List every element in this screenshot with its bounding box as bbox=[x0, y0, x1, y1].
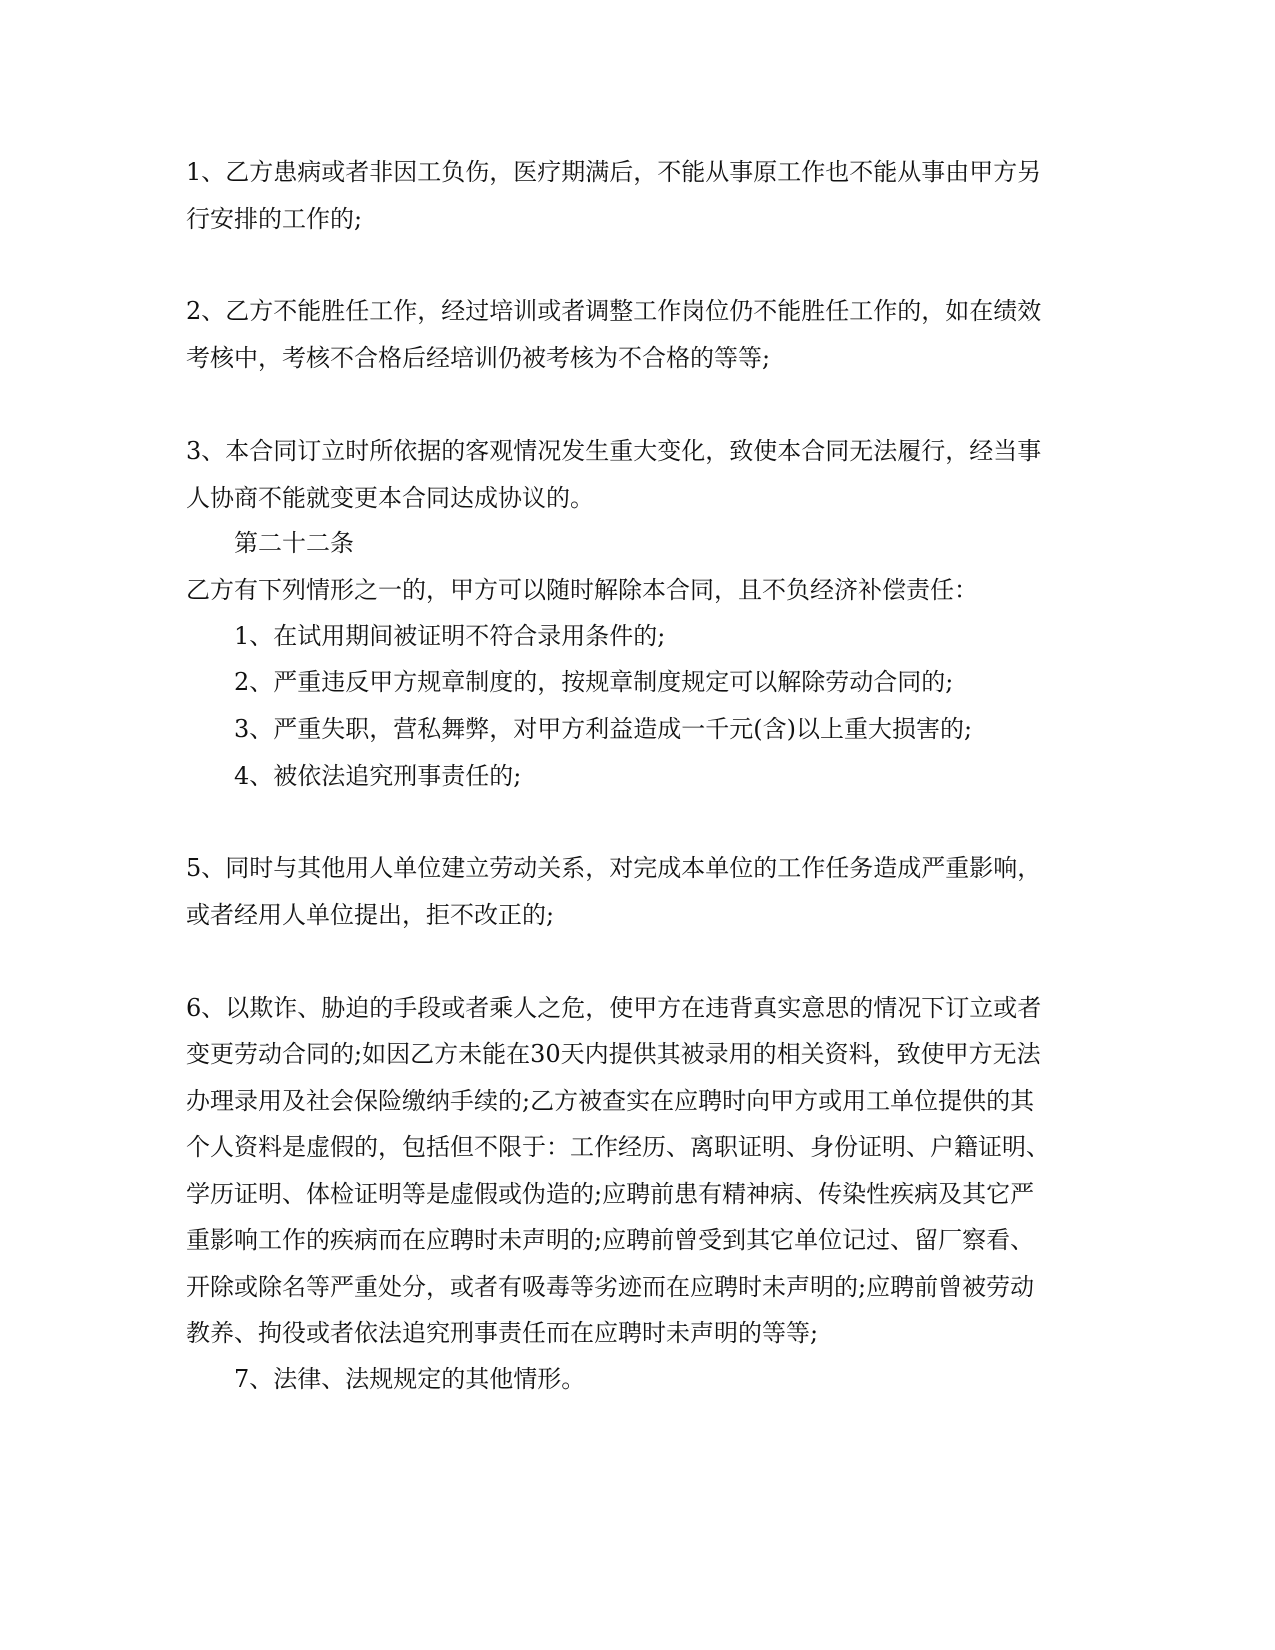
paragraph-line: 6、以欺诈、胁迫的手段或者乘人之危，使甲方在违背真实意思的情况下订立或者 bbox=[186, 994, 1042, 1022]
paragraph-line: 变更劳动合同的;如因乙方未能在30天内提供其被录用的相关资料，致使甲方无法 bbox=[186, 1040, 1041, 1068]
paragraph-line: 重影响工作的疾病而在应聘时未声明的;应聘前曾受到其它单位记过、留厂察看、 bbox=[186, 1226, 1035, 1254]
list-item: 1、在试用期间被证明不符合录用条件的; bbox=[234, 622, 666, 650]
paragraph-line: 个人资料是虚假的，包括但不限于：工作经历、离职证明、身份证明、户籍证明、 bbox=[186, 1133, 1050, 1161]
paragraph-line: 学历证明、体检证明等是虚假或伪造的;应聘前患有精神病、传染性疾病及其它严 bbox=[186, 1180, 1035, 1208]
paragraph-line: 办理录用及社会保险缴纳手续的;乙方被查实在应聘时向甲方或用工单位提供的其 bbox=[186, 1087, 1035, 1115]
paragraph-line: 3、本合同订立时所依据的客观情况发生重大变化，致使本合同无法履行，经当事 bbox=[186, 437, 1042, 465]
paragraph-line: 人协商不能就变更本合同达成协议的。 bbox=[186, 484, 594, 512]
paragraph-line: 1、乙方患病或者非因工负伤，医疗期满后，不能从事原工作也不能从事由甲方另 bbox=[186, 158, 1042, 186]
paragraph-line: 行安排的工作的; bbox=[186, 205, 363, 233]
paragraph-line: 或者经用人单位提出，拒不改正的; bbox=[186, 901, 555, 929]
list-item: 4、被依法追究刑事责任的; bbox=[234, 762, 522, 790]
article-heading: 第二十二条 bbox=[234, 529, 354, 557]
list-item: 2、严重违反甲方规章制度的，按规章制度规定可以解除劳动合同的; bbox=[234, 668, 954, 696]
list-item: 3、严重失职，营私舞弊，对甲方利益造成一千元(含)以上重大损害的; bbox=[234, 715, 973, 743]
paragraph-line: 考核中，考核不合格后经培训仍被考核为不合格的等等; bbox=[186, 344, 771, 372]
paragraph-line: 2、乙方不能胜任工作，经过培训或者调整工作岗位仍不能胜任工作的，如在绩效 bbox=[186, 297, 1042, 325]
paragraph-line: 教养、拘役或者依法追究刑事责任而在应聘时未声明的等等; bbox=[186, 1319, 819, 1347]
paragraph-line: 5、同时与其他用人单位建立劳动关系，对完成本单位的工作任务造成严重影响， bbox=[186, 854, 1042, 882]
list-item: 7、法律、法规规定的其他情形。 bbox=[234, 1365, 586, 1393]
paragraph-line: 开除或除名等严重处分，或者有吸毒等劣迹而在应聘时未声明的;应聘前曾被劳动 bbox=[186, 1273, 1035, 1301]
paragraph-line: 乙方有下列情形之一的，甲方可以随时解除本合同，且不负经济补偿责任： bbox=[186, 576, 978, 604]
